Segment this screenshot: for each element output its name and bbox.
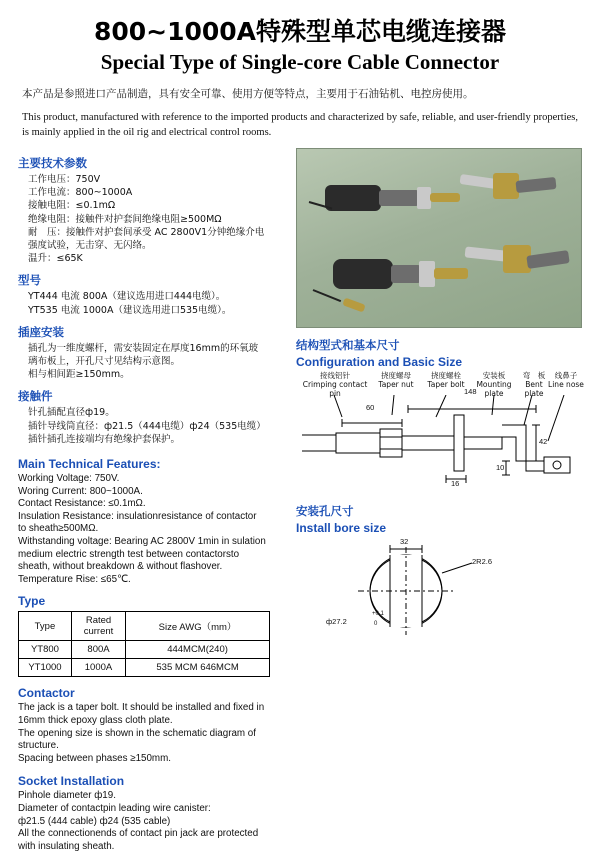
contactor-line: The jack is a taper bolt. It should be installed and fixed in xyxy=(18,702,265,714)
table-col-size: Size AWG（mm） xyxy=(126,612,270,641)
bore-dimension-32: 32 xyxy=(400,537,409,546)
contactor-line: structure. xyxy=(18,740,59,752)
section-heading-bore-cn: 安装孔尺寸 xyxy=(296,504,354,518)
feature-line: Withstanding voltage: Bearing AC 2800V 1min in sulation xyxy=(18,536,266,548)
bore-dimension-diameter: ф27.2 xyxy=(326,617,347,626)
socket-line: 插孔为一维度螺杆，需安装固定在厚度16mm的环氧玻 xyxy=(28,342,259,354)
socket-line: 相与相间距≥150mm。 xyxy=(28,369,130,381)
install-bore-diagram xyxy=(296,539,582,649)
socket-install-line: with insulating sheath. xyxy=(18,840,115,852)
feature-line: Insulation Resistance: insulationresistance of contactor xyxy=(18,510,257,522)
dimension-148: 148 xyxy=(464,387,477,396)
callout-label-cn-3: 挠度螺栓 xyxy=(431,371,461,380)
dimension-10: 10 xyxy=(496,463,505,472)
callout-label-cn-5: 弯 板 xyxy=(522,371,546,380)
param-line: 强度试验，无击穿、无闪络。 xyxy=(28,240,152,252)
feature-line: Contact Resistance: ≤0.1mΩ. xyxy=(18,498,146,510)
contact-line: 插针插孔连接端均有绝缘护套保护。 xyxy=(28,433,181,445)
socket-line: 璃布板上，开孔尺寸见结构示意图。 xyxy=(28,356,181,368)
photo-part-pin-upper xyxy=(430,193,460,202)
photo-part-nut-upper xyxy=(417,187,431,209)
feature-line: Woring Current: 800~1000A. xyxy=(18,485,143,497)
bore-tolerance-upper: +0.1 xyxy=(372,611,384,617)
cell-rated-current: 800A xyxy=(71,641,125,659)
section-heading-socket-install-en: Socket Installation xyxy=(18,774,125,789)
feature-line: medium electric strength test between contactorsto xyxy=(18,548,240,560)
param-line: 耐 压：接触件对护套间承受 AC 2800V1分钟绝缘介电 xyxy=(28,226,265,238)
section-heading-config-en: Configuration and Basic Size xyxy=(296,355,463,369)
callout-label-en-4: Mounting plate xyxy=(476,380,512,398)
table-col-type: Type xyxy=(19,612,72,641)
photo-part-sleeve-lower xyxy=(391,265,421,283)
cell-rated-current: 1000A xyxy=(71,659,125,677)
contact-line: 针孔插配直径ф19。 xyxy=(28,407,115,419)
dimension-16: 16 xyxy=(451,479,460,488)
intro-paragraph-en: This product, manufactured with reference to the imported products and characterized by safe, reliable, and user-friendly properties, is mainly applied in the oil rig and electrical control rooms. xyxy=(22,112,578,138)
left-column xyxy=(18,148,286,853)
right-column xyxy=(296,148,588,649)
callout-label-cn-1: 接线铝针 xyxy=(320,371,350,380)
cell-size: 535 MCM 646MCM xyxy=(126,659,270,677)
param-line: 温升：≤65K xyxy=(28,253,83,265)
page-title-en: Special Type of Single-core Cable Connector xyxy=(100,50,500,74)
feature-line: to sheath≥500MΩ. xyxy=(18,523,99,535)
page-title-cn: 800~1000A特殊型单芯电缆连接器 xyxy=(93,17,507,46)
photo-part-nut-lower xyxy=(419,261,435,287)
socket-install-line: Diameter of contactpin leading wire canister: xyxy=(18,802,211,814)
callout-label-en-2: Taper nut xyxy=(378,380,414,389)
param-line: 工作电流：800~1000A xyxy=(28,187,133,199)
photo-part-pin-lower xyxy=(434,268,468,279)
params-list-cn xyxy=(18,173,286,265)
contact-line: 插针导线筒直径：ф21.5（444电缆）ф24（535电缆） xyxy=(28,420,266,432)
table-col-rated-current: Rated current xyxy=(71,612,125,641)
param-line: 接触电阻：≤0.1mΩ xyxy=(28,200,116,212)
photo-part-body-lower xyxy=(333,259,393,289)
socket-install-text-en xyxy=(18,790,286,853)
callout-label-en-6: Line nose xyxy=(548,380,584,389)
model-line: YT444 电流 800A（建议选用进口444电缆）。 xyxy=(28,291,226,303)
param-line: 工作电压：750V xyxy=(28,174,101,185)
socket-install-line: All the connectionends of contact pin jack are protected xyxy=(18,828,259,840)
contact-list-cn xyxy=(18,406,286,446)
configuration-diagram xyxy=(296,371,582,489)
callout-label-cn-6: 线鼻子 xyxy=(554,371,578,380)
spec-table xyxy=(18,611,270,677)
page-root xyxy=(0,12,600,852)
callout-label-en-5: Bent plate xyxy=(524,380,544,398)
cell-type: YT800 xyxy=(19,641,72,659)
section-heading-config-cn: 结构型式和基本尺寸 xyxy=(296,338,400,352)
section-heading-params-cn: 主要技术参数 xyxy=(18,156,87,170)
section-heading-model-cn: 型号 xyxy=(18,273,41,288)
model-line: YT535 电流 1000A（建议选用进口535电缆）。 xyxy=(28,304,232,316)
section-heading-socket-cn: 插座安装 xyxy=(18,324,64,339)
photo-part-body-upper xyxy=(325,185,381,211)
contactor-line: Spacing between phases ≥150mm. xyxy=(18,752,171,764)
photo-part-sleeve-upper xyxy=(379,190,419,206)
section-heading-contact-cn: 接触件 xyxy=(18,389,53,404)
main-features-en xyxy=(18,473,286,586)
table-header-row xyxy=(19,612,270,641)
param-line: 绝缘电阻：接触件对护套间绝缘电阻≥500MΩ xyxy=(28,213,222,225)
section-heading-bore-en: Install bore size xyxy=(296,521,387,535)
cell-type: YT1000 xyxy=(19,659,72,677)
feature-line: Working Voltage: 750V. xyxy=(18,473,120,485)
bore-radius-label: 2R2.6 xyxy=(472,557,493,566)
callout-label-en-1: Crimping contact pin xyxy=(302,380,368,398)
feature-line: sheath, without breakdown & without flashover. xyxy=(18,561,223,573)
dimension-60: 60 xyxy=(366,403,375,412)
bore-drawing xyxy=(296,539,582,643)
socket-install-line: Pinhole diameter ф19. xyxy=(18,790,116,802)
table-row xyxy=(19,659,270,677)
intro-paragraph-cn: 本产品是参照进口产品制造，具有安全可靠、使用方便等特点，主要用于石油钻机、电控房使用。 xyxy=(22,88,474,100)
cell-size: 444MCM(240) xyxy=(126,641,270,659)
bore-tolerance-lower: 0 xyxy=(374,621,378,627)
callout-label-cn-4: 安装板 xyxy=(482,371,506,380)
section-heading-main-en: Main Technical Features: xyxy=(18,457,161,472)
socket-list-cn xyxy=(18,342,286,382)
feature-line: Temperature Rise: ≤65℃. xyxy=(18,573,131,585)
callout-label-en-3: Taper bolt xyxy=(427,380,465,389)
dimension-42: 42 xyxy=(539,437,548,446)
contactor-line: The opening size is shown in the schematic diagram of xyxy=(18,727,256,739)
section-heading-contactor-en: Contactor xyxy=(18,686,75,701)
product-photo xyxy=(296,148,582,328)
table-row xyxy=(19,641,270,659)
callout-label-cn-2: 挠度螺母 xyxy=(381,371,411,380)
model-list-cn xyxy=(18,290,286,316)
contactor-line: 16mm thick epoxy glass cloth plate. xyxy=(18,714,173,726)
socket-install-line: ф21.5 (444 cable) ф24 (535 cable) xyxy=(18,815,171,827)
section-heading-type-en: Type xyxy=(18,594,46,609)
contactor-text-en xyxy=(18,702,286,765)
